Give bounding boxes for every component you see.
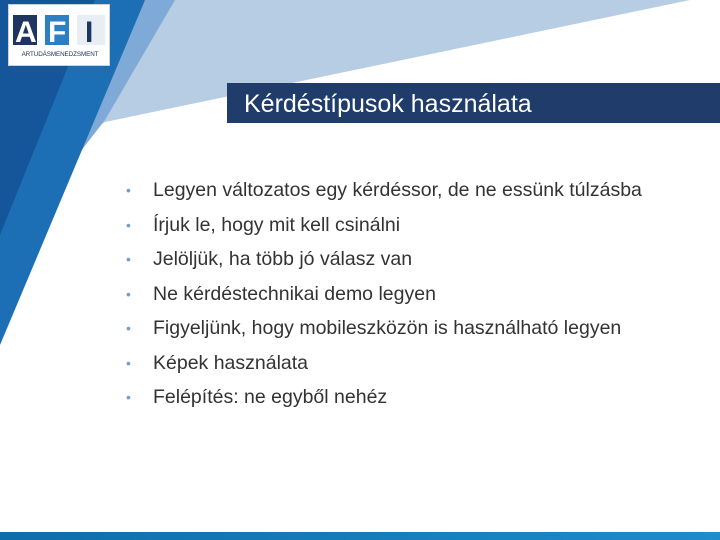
bullet-item [124,282,704,307]
bullet-marker: • [126,182,131,198]
bullet-text: Írjuk le, hogy mit kell csinálni [153,213,401,236]
bullet-item [124,178,704,203]
bullet-item [124,385,704,410]
bullet-item [124,351,704,376]
bullet-item [124,316,704,341]
bullet-marker: • [126,285,131,302]
logo-caption: ARTUDÁSMENEDZSMENT [21,51,99,58]
logo-letter-f: F [48,16,67,49]
bullet-marker: • [126,216,131,233]
bullet-marker: • [126,251,131,267]
logo-letter-i: I [85,16,94,49]
bullet-text: Képek használata [153,351,309,374]
slide-title: Kérdéstípusok használata [244,90,532,118]
bullet-text: Jelöljük, ha több jó válasz van [153,248,413,270]
company-logo [8,4,110,66]
bullet-list [124,178,704,420]
bullet-text: Felépítés: ne egyből nehéz [153,386,388,408]
bottom-accent-strip [0,532,720,540]
bullet-text: Figyeljünk, hogy mobileszközön is használható legyen [153,317,622,339]
bullet-marker: • [126,320,131,336]
bullet-text: Legyen változatos egy kérdéssor, de ne essünk túlzásba [153,179,642,201]
bullet-marker: • [126,389,131,405]
title-bar [227,83,720,123]
logo-letter-a: A [15,16,37,49]
bullet-marker: • [126,354,131,371]
bullet-text: Ne kérdéstechnikai demo legyen [153,282,436,305]
logo-mark [9,5,111,51]
bullet-item [124,213,704,238]
bullet-item [124,247,704,272]
